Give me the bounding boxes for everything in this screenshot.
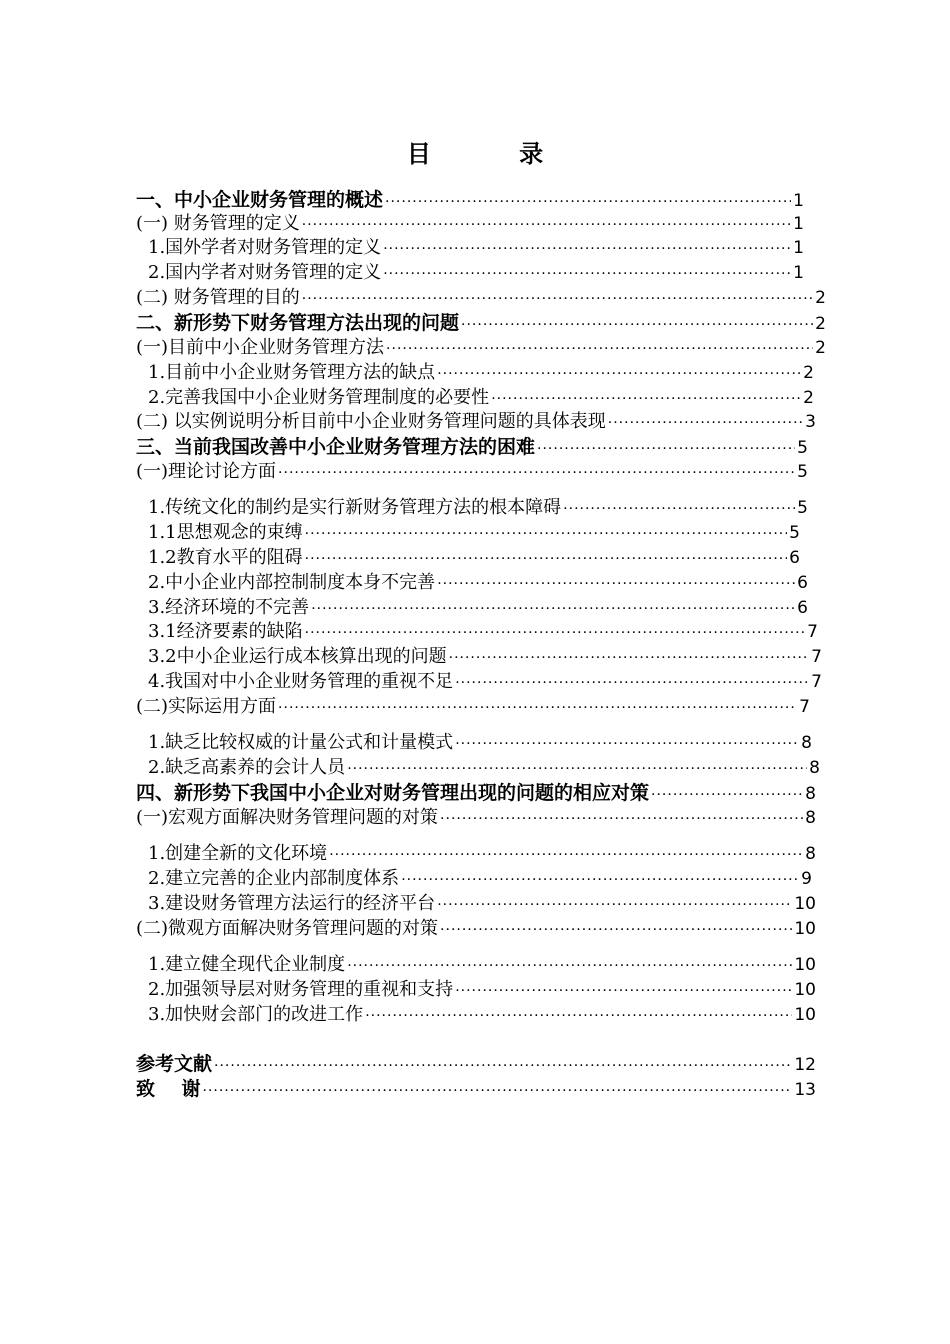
toc-entry-page: 9 xyxy=(801,869,812,889)
toc-entry-text: 1.2教育水平的阻碍 xyxy=(148,547,303,568)
toc-entry-text: 致 谢 xyxy=(136,1078,201,1100)
toc-entry-text: 三、当前我国改善中小企业财务管理方法的困难 xyxy=(136,436,536,458)
toc-entry-text: 2.完善我国中小企业财务管理制度的必要性 xyxy=(148,387,490,408)
dot-leader xyxy=(278,696,797,720)
dot-leader xyxy=(491,387,801,411)
toc-entry[interactable] xyxy=(136,460,808,484)
dot-leader xyxy=(437,362,801,386)
toc-entry-page: 5 xyxy=(797,462,808,482)
toc-entry-text: 3.经济环境的不完善 xyxy=(148,597,310,618)
dot-leader xyxy=(347,757,807,781)
dot-leader xyxy=(278,461,795,485)
toc-entry-page: 12 xyxy=(794,1055,816,1075)
dot-leader xyxy=(365,1004,792,1028)
dot-leader xyxy=(437,893,792,917)
toc-entry-text: (二)实际运用方面 xyxy=(136,696,277,717)
toc-entry-page: 3 xyxy=(805,412,816,432)
toc-entry[interactable] xyxy=(136,1052,816,1076)
toc-entry-text: 1.目前中小企业财务管理方法的缺点 xyxy=(148,362,436,383)
toc-entry-text: 3.1经济要素的缺陷 xyxy=(148,621,303,642)
toc-entry[interactable] xyxy=(136,953,816,977)
toc-entry[interactable] xyxy=(136,917,816,941)
toc-entry[interactable] xyxy=(136,756,820,780)
toc-entry-page: 10 xyxy=(794,955,816,975)
dot-leader xyxy=(401,868,799,892)
toc-entry-text: 3.加快财会部门的改进工作 xyxy=(148,1004,364,1025)
dot-leader xyxy=(383,262,791,286)
toc-entry-text: 二、新形势下财务管理方法出现的问题 xyxy=(136,312,460,334)
toc-entry-page: 7 xyxy=(811,647,822,667)
toc-entry[interactable] xyxy=(136,620,818,644)
toc-entry-page: 2 xyxy=(815,288,826,308)
dot-leader xyxy=(563,497,795,521)
toc-entry-text: 4.我国对中小企业财务管理的重视不足 xyxy=(148,671,454,692)
dot-leader xyxy=(305,621,806,645)
dot-leader xyxy=(329,843,803,867)
dot-leader xyxy=(455,979,792,1003)
dot-leader xyxy=(455,671,809,695)
toc-entry-text: (一)理论讨论方面 xyxy=(136,461,277,482)
toc-entry-page: 10 xyxy=(794,919,816,939)
toc-entry-text: (一)宏观方面解决财务管理问题的对策 xyxy=(136,807,439,828)
toc-entry-page: 5 xyxy=(797,498,808,518)
dot-leader xyxy=(302,213,791,237)
toc-entry-text: 3.建设财务管理方法运行的经济平台 xyxy=(148,893,436,914)
toc-entry[interactable] xyxy=(136,212,804,236)
dot-leader xyxy=(202,1079,792,1103)
toc-entry-page: 8 xyxy=(809,758,820,778)
dot-leader xyxy=(305,547,788,571)
dot-leader xyxy=(305,522,788,546)
toc-entry-page: 6 xyxy=(797,598,808,618)
toc-entry[interactable] xyxy=(136,842,816,866)
toc-entry-page: 8 xyxy=(805,784,816,804)
toc-entry[interactable] xyxy=(136,261,804,285)
toc-entry-text: 1.创建全新的文化环境 xyxy=(148,843,328,864)
toc-entry[interactable] xyxy=(136,731,812,755)
dot-leader xyxy=(449,646,810,670)
dot-leader xyxy=(437,572,795,596)
toc-entry-page: 2 xyxy=(815,314,826,334)
toc-entry-text: 2.加强领导层对财务管理的重视和支持 xyxy=(148,979,454,1000)
toc-entry-text: 2.国内学者对财务管理的定义 xyxy=(148,262,382,283)
toc-entry-text: 1.国外学者对财务管理的定义 xyxy=(148,237,382,258)
toc-entry-text: 1.传统文化的制约是实行新财务管理方法的根本障碍 xyxy=(148,497,562,518)
toc-entry[interactable] xyxy=(136,286,826,310)
toc-entry-page: 10 xyxy=(794,1005,816,1025)
toc-entry[interactable] xyxy=(136,410,816,434)
toc-entry-text: 一、中小企业财务管理的概述 xyxy=(136,189,384,211)
toc-entry-page: 5 xyxy=(789,523,800,543)
toc-entry-page: 6 xyxy=(797,573,808,593)
toc-entry[interactable] xyxy=(136,336,826,360)
toc-entry-page: 2 xyxy=(815,338,826,358)
toc-entry-text: 3.2中小企业运行成本核算出现的问题 xyxy=(148,646,447,667)
dot-leader xyxy=(455,732,799,756)
toc-entry-page: 1 xyxy=(793,263,804,283)
toc-entry-page: 13 xyxy=(794,1080,816,1100)
toc-entry-text: 1.建立健全现代企业制度 xyxy=(148,954,346,975)
dot-leader xyxy=(385,190,791,214)
toc-entry-page: 1 xyxy=(793,191,804,211)
toc-entry[interactable] xyxy=(136,435,808,459)
toc-entry-page: 1 xyxy=(793,214,804,234)
toc-entry[interactable] xyxy=(136,596,808,620)
toc-entry[interactable] xyxy=(136,311,826,335)
toc-entry-page: 6 xyxy=(789,548,800,568)
toc-entry-text: 2.中小企业内部控制制度本身不完善 xyxy=(148,572,436,593)
toc-entry[interactable] xyxy=(136,546,800,570)
toc-entry[interactable] xyxy=(136,806,816,830)
dot-leader xyxy=(440,807,803,831)
toc-entry-text: 2.缺乏高素养的会计人员 xyxy=(148,757,346,778)
dot-leader xyxy=(311,597,795,621)
toc-entry-text: (二)微观方面解决财务管理问题的对策 xyxy=(136,918,439,939)
dot-leader xyxy=(347,954,792,978)
toc-entry[interactable] xyxy=(136,695,810,719)
toc-entry-text: (一)目前中小企业财务管理方法 xyxy=(136,337,385,358)
toc-entry[interactable] xyxy=(136,571,808,595)
toc-entry-text: 参考文献 xyxy=(136,1053,213,1075)
toc-entry-text: 1.缺乏比较权威的计量公式和计量模式 xyxy=(148,732,454,753)
toc-entry[interactable] xyxy=(136,361,814,385)
toc-entry-page: 8 xyxy=(801,733,812,753)
toc-entry[interactable] xyxy=(136,781,816,805)
toc-entry-page: 8 xyxy=(805,808,816,828)
toc-entry-text: 四、新形势下我国中小企业对财务管理出现的问题的相应对策 xyxy=(136,782,650,804)
dot-leader xyxy=(440,918,792,942)
dot-leader xyxy=(386,337,813,361)
toc-entry-page: 2 xyxy=(803,388,814,408)
toc-entry-text: 2.建立完善的企业内部制度体系 xyxy=(148,868,400,889)
toc-entry[interactable] xyxy=(136,978,816,1002)
toc-entry-page: 8 xyxy=(805,844,816,864)
toc-entry[interactable] xyxy=(136,670,822,694)
toc-entry[interactable] xyxy=(136,521,800,545)
toc-entry-page: 7 xyxy=(799,697,810,717)
dot-leader xyxy=(214,1054,792,1078)
toc-entry-page: 7 xyxy=(807,622,818,642)
toc-entry[interactable] xyxy=(136,867,812,891)
dot-leader xyxy=(383,237,791,261)
toc-entry[interactable] xyxy=(136,188,804,212)
dot-leader xyxy=(537,437,795,461)
toc-entry-text: (一) 财务管理的定义 xyxy=(136,213,300,234)
toc-entry[interactable] xyxy=(136,645,822,669)
toc-entry[interactable] xyxy=(136,892,816,916)
dot-leader xyxy=(651,783,803,807)
dot-leader xyxy=(608,411,803,435)
toc-entry[interactable] xyxy=(136,1077,816,1101)
toc-entry-page: 10 xyxy=(794,980,816,1000)
toc-entry-page: 10 xyxy=(794,894,816,914)
toc-entry-page: 1 xyxy=(793,238,804,258)
toc-entry-text: 1.1思想观念的束缚 xyxy=(148,522,303,543)
toc-entry[interactable] xyxy=(136,386,814,410)
toc-entry-text: (二) 财务管理的目的 xyxy=(136,287,300,308)
toc-entry[interactable] xyxy=(136,236,804,260)
toc-entry[interactable] xyxy=(136,1003,816,1027)
dot-leader xyxy=(302,287,813,311)
toc-entry[interactable] xyxy=(136,496,808,520)
toc-entry-text: (二) 以实例说明分析目前中小企业财务管理问题的具体表现 xyxy=(136,411,606,432)
page-title: 目 录 xyxy=(406,140,584,168)
dot-leader xyxy=(461,313,813,337)
toc-entry-page: 5 xyxy=(797,438,808,458)
toc-entry-page: 7 xyxy=(811,672,822,692)
toc-entry-page: 2 xyxy=(803,363,814,383)
